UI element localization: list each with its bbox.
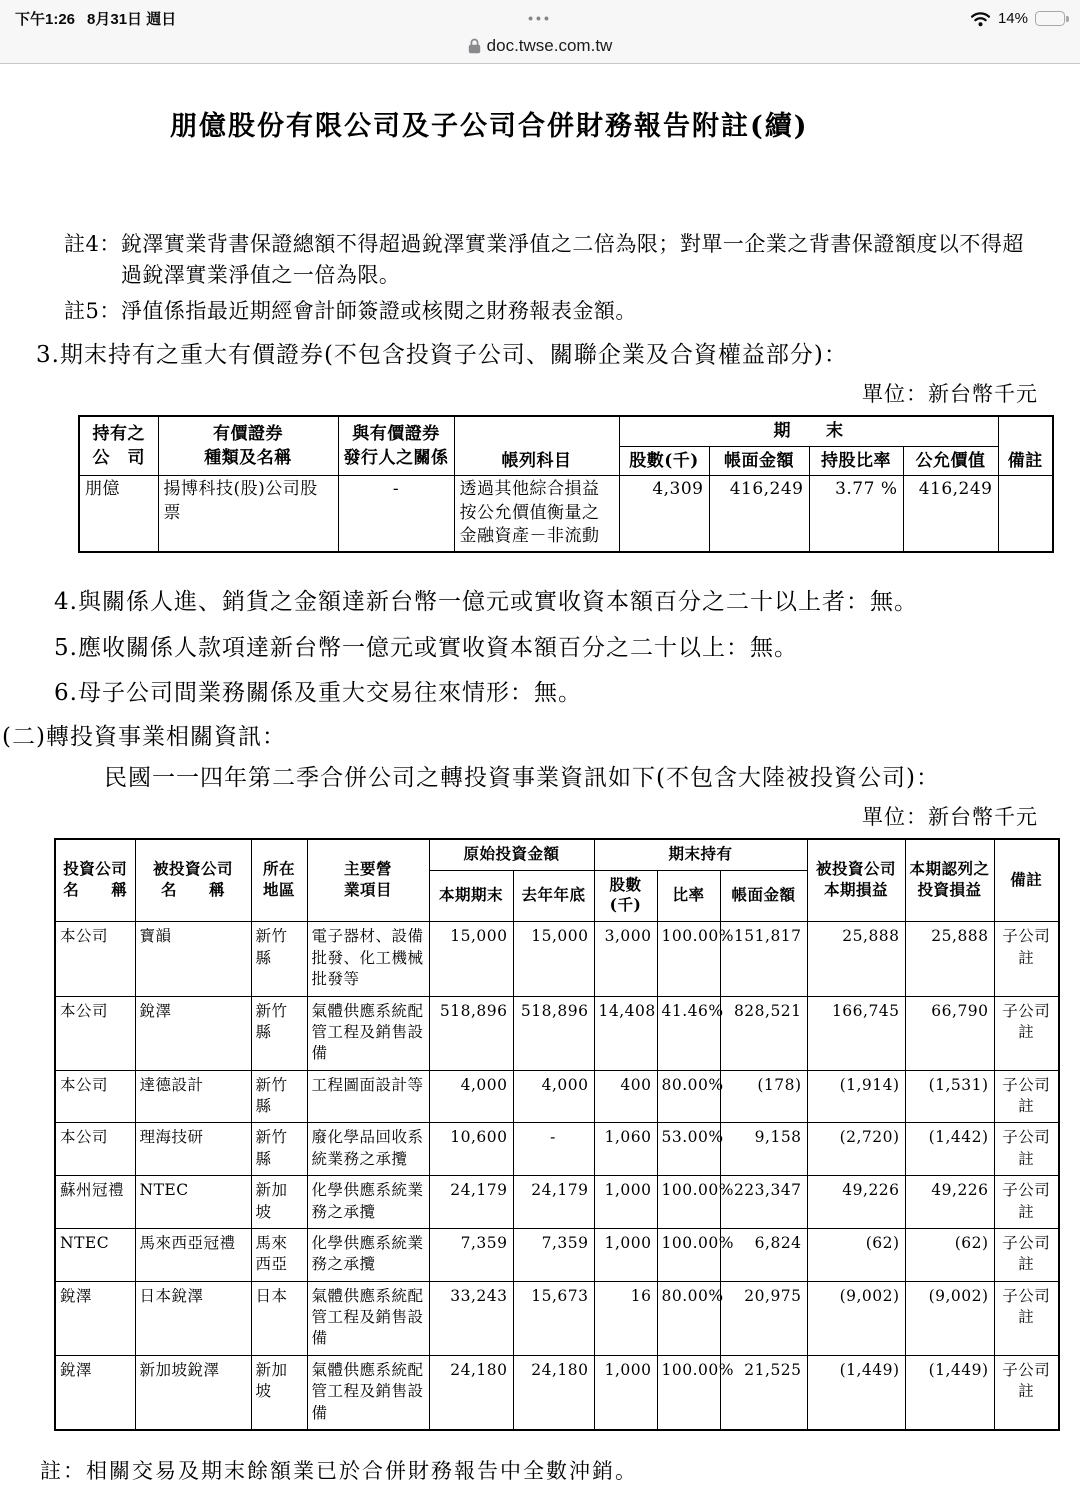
book-value-cell: 151,817 [720,922,807,996]
recognized-pl-cell: (9,002) [905,1281,994,1355]
remark-cell [998,476,1053,552]
book-value-cell: 6,824 [720,1228,807,1281]
remark-cell: 子公司 註 [994,1228,1059,1281]
t2-body [55,922,1059,1430]
table-row [55,1176,1059,1229]
investee-pl-cell: (62) [807,1228,905,1281]
ellipsis-icon[interactable]: ••• [528,10,552,26]
date: 8月31日 週日 [87,11,177,28]
section-2-subheading: 民國一一四年第二季合併公司之轉投資事業資訊如下(不包含大陸被投資公司)： [104,764,940,791]
investee-pl-cell: (2,720) [807,1123,905,1176]
book-value-cell: 9,158 [720,1123,807,1176]
table-row [55,996,1059,1070]
battery-percent: 14% [997,10,1028,27]
shares-cell: 16 [594,1281,657,1355]
status-left [15,8,176,29]
type-cell: 揚博科技(股)公司股票 [158,476,338,552]
investee-cell: 日本銳澤 [135,1281,251,1355]
investee-cell: 馬來西亞冠禮 [135,1228,251,1281]
remark-cell: 子公司 註 [994,1281,1059,1355]
location-cell: 新竹縣 [251,1070,307,1123]
invest-current-cell: 24,180 [429,1355,513,1430]
account-cell: 透過其他綜合損益按公允價值衡量之金融資產－非流動 [454,476,619,552]
t1-col-fair-value: 公允價值 [903,446,998,476]
investee-cell: NTEC [135,1176,251,1229]
invest-prior-cell: 4,000 [513,1070,594,1123]
business-cell: 化學供應系統業務之承攬 [307,1176,429,1229]
table-row [55,1228,1059,1281]
note-4-text: 銳澤實業背書保證總額不得超過銳澤實業淨值之二倍為限；對單一企業之背書保證額度以不得超過銳澤實業淨值之一倍為限。 [120,232,1024,287]
invest-current-cell: 518,896 [429,996,513,1070]
invest-prior-cell: 7,359 [513,1228,594,1281]
t1-col-type: 有價證券 種類及名稱 [158,416,338,476]
book-value-cell: (178) [720,1070,807,1123]
address-url: doc.twse.com.tw [486,36,613,55]
t2-col-period-holding: 期末持有 [594,839,807,870]
t2-col-original-investment: 原始投資金額 [429,839,594,870]
recognized-pl-cell: 25,888 [905,922,994,996]
investor-cell: 本公司 [55,1070,135,1123]
document-page [0,104,1080,1485]
location-cell: 新竹縣 [251,996,307,1070]
note-4-label: 註4： [64,232,121,256]
investee-pl-cell: (1,449) [807,1355,905,1430]
ratio-cell: 3.77 % [809,476,903,552]
investee-pl-cell: 49,226 [807,1176,905,1229]
book-value-cell: 223,347 [720,1176,807,1229]
remark-cell: 子公司 註 [994,1176,1059,1229]
invest-prior-cell: 15,673 [513,1281,594,1355]
t2-col-investee-pl: 被投資公司 本期損益 [807,839,905,922]
remark-cell: 子公司 註 [994,996,1059,1070]
ratio-cell: 100.00% [657,1228,720,1281]
invest-current-cell: 24,179 [429,1176,513,1229]
ratio-cell: 80.00% [657,1281,720,1355]
invest-current-cell: 7,359 [429,1228,513,1281]
investments-table [54,838,1060,1431]
investor-cell: NTEC [55,1228,135,1281]
securities-table [78,415,1054,553]
book-value-cell: 828,521 [720,996,807,1070]
shares-cell: 1,000 [594,1355,657,1430]
t2-col-remark: 備註 [994,839,1059,922]
t2-col-prior-year: 去年年底 [513,870,594,922]
table-row [55,922,1059,996]
investor-cell: 蘇州冠禮 [55,1176,135,1229]
shares-cell: 400 [594,1070,657,1123]
location-cell: 新加坡 [251,1355,307,1430]
recognized-pl-cell: (62) [905,1228,994,1281]
ratio-cell: 53.00% [657,1123,720,1176]
invest-prior-cell: 518,896 [513,996,594,1070]
t1-col-book-value: 帳面金額 [709,446,809,476]
holder-cell: 朋億 [79,476,158,552]
table-row [55,1281,1059,1355]
t1-col-period-end: 期 末 [619,416,998,446]
battery-nub [1066,16,1069,22]
shares-cell: 1,000 [594,1176,657,1229]
business-cell: 工程圖面設計等 [307,1070,429,1123]
t2-header-row-1 [55,839,1059,870]
ratio-cell: 100.00% [657,922,720,996]
business-cell: 電子器材、設備批發、化工機械批發等 [307,922,429,996]
t1-col-remark: 備註 [998,416,1053,476]
t1-col-shares: 股數(千) [619,446,709,476]
invest-current-cell: 4,000 [429,1070,513,1123]
book-value-cell: 21,525 [720,1355,807,1430]
shares-cell: 1,060 [594,1123,657,1176]
ratio-cell: 41.46% [657,996,720,1070]
invest-prior-cell: - [513,1123,594,1176]
item-5: 5.應收關係人款項達新台幣一億元或實收資本額百分之二十以上：無。 [54,634,798,661]
note-5-text: 淨值係指最近期經會計師簽證或核閱之財務報表金額。 [120,299,637,323]
business-cell: 氣體供應系統配管工程及銷售設備 [307,996,429,1070]
ratio-cell: 80.00% [657,1070,720,1123]
t1-col-account: 帳列科目 [454,416,619,476]
footer-note: 註：相關交易及期末餘額業已於合併財務報告中全數沖銷。 [40,1458,638,1483]
investee-pl-cell: 25,888 [807,922,905,996]
browser-chrome [0,0,1080,64]
investee-cell: 理海技研 [135,1123,251,1176]
wifi-icon [970,11,991,27]
t1-col-relation: 與有價證券 發行人之關係 [338,416,454,476]
book-value-cell: 20,975 [720,1281,807,1355]
investor-cell: 本公司 [55,922,135,996]
book-value-cell: 416,249 [709,476,809,552]
location-cell: 新竹縣 [251,1123,307,1176]
page-title: 朋億股份有限公司及子公司合併財務報告附註(續) [170,111,809,142]
shares-cell: 1,000 [594,1228,657,1281]
business-cell: 廢化學品回收系統業務之承攬 [307,1123,429,1176]
shares-cell: 4,309 [619,476,709,552]
shares-cell: 14,408 [594,996,657,1070]
invest-prior-cell: 15,000 [513,922,594,996]
location-cell: 日本 [251,1281,307,1355]
battery-icon [1035,11,1065,26]
address-bar[interactable] [0,31,1080,61]
item-6: 6.母子公司間業務關係及重大交易往來情形：無。 [54,679,582,706]
investee-cell: 達德設計 [135,1070,251,1123]
investor-cell: 銳澤 [55,1281,135,1355]
remark-cell: 子公司 註 [994,1355,1059,1430]
table-row [55,1123,1059,1176]
invest-current-cell: 10,600 [429,1123,513,1176]
t1-header-row-1 [79,416,1053,446]
shares-cell: 3,000 [594,922,657,996]
recognized-pl-cell: (1,531) [905,1070,994,1123]
recognized-pl-cell: (1,449) [905,1355,994,1430]
remark-cell: 子公司 註 [994,1070,1059,1123]
t2-col-ratio: 比率 [657,870,720,922]
business-cell: 化學供應系統業務之承攬 [307,1228,429,1281]
t2-col-location: 所在 地區 [251,839,307,922]
t2-col-investee: 被投資公司 名 稱 [135,839,251,922]
t2-col-business: 主要營 業項目 [307,839,429,922]
invest-current-cell: 15,000 [429,922,513,996]
relation-cell: - [338,476,454,552]
remark-cell: 子公司 註 [994,1123,1059,1176]
unit-label-2: 單位：新台幣千元 [862,804,1038,829]
ratio-cell: 100.00% [657,1355,720,1430]
section-2-heading: (二)轉投資事業相關資訊： [2,723,286,750]
investee-pl-cell: (9,002) [807,1281,905,1355]
t2-col-investor: 投資公司 名 稱 [55,839,135,922]
notes-block [64,229,1080,327]
investor-cell: 本公司 [55,996,135,1070]
status-bar [0,0,1080,31]
invest-current-cell: 33,243 [429,1281,513,1355]
investee-cell: 新加坡銳澤 [135,1355,251,1430]
table-row [55,1070,1059,1123]
location-cell: 馬來西亞 [251,1228,307,1281]
unit-label-1: 單位：新台幣千元 [862,382,1038,406]
section-3-heading: 3.期末持有之重大有價證券(不包含投資子公司、關聯企業及合資權益部分)： [36,342,848,368]
business-cell: 氣體供應系統配管工程及銷售設備 [307,1355,429,1430]
lock-icon [468,38,481,54]
ratio-cell: 100.00% [657,1176,720,1229]
t2-col-shares: 股數 (千) [594,870,657,922]
recognized-pl-cell: 49,226 [905,1176,994,1229]
investee-cell: 銳澤 [135,996,251,1070]
investee-pl-cell: 166,745 [807,996,905,1070]
recognized-pl-cell: 66,790 [905,996,994,1070]
table-row [55,1355,1059,1430]
location-cell: 新加坡 [251,1176,307,1229]
t2-col-book-value: 帳面金額 [720,870,807,922]
status-right [970,10,1065,27]
fair-value-cell: 416,249 [903,476,998,552]
t2-col-current-period: 本期期末 [429,870,513,922]
t1-col-holder: 持有之 公 司 [79,416,158,476]
t1-col-ratio: 持股比率 [809,446,903,476]
investor-cell: 本公司 [55,1123,135,1176]
clock: 下午1:26 [15,11,76,28]
invest-prior-cell: 24,179 [513,1176,594,1229]
t2-col-recognized-pl: 本期認列之 投資損益 [905,839,994,922]
note-5-label: 註5： [64,299,121,323]
invest-prior-cell: 24,180 [513,1355,594,1430]
investor-cell: 銳澤 [55,1355,135,1430]
business-cell: 氣體供應系統配管工程及銷售設備 [307,1281,429,1355]
recognized-pl-cell: (1,442) [905,1123,994,1176]
note-4 [64,229,1080,291]
note-5 [64,296,1080,327]
remark-cell: 子公司 註 [994,922,1059,996]
investee-cell: 寶韻 [135,922,251,996]
investee-pl-cell: (1,914) [807,1070,905,1123]
item-4: 4.與關係人進、銷貨之金額達新台幣一億元或實收資本額百分之二十以上者：無。 [54,588,918,615]
location-cell: 新竹縣 [251,922,307,996]
t1-data-row [79,476,1053,552]
